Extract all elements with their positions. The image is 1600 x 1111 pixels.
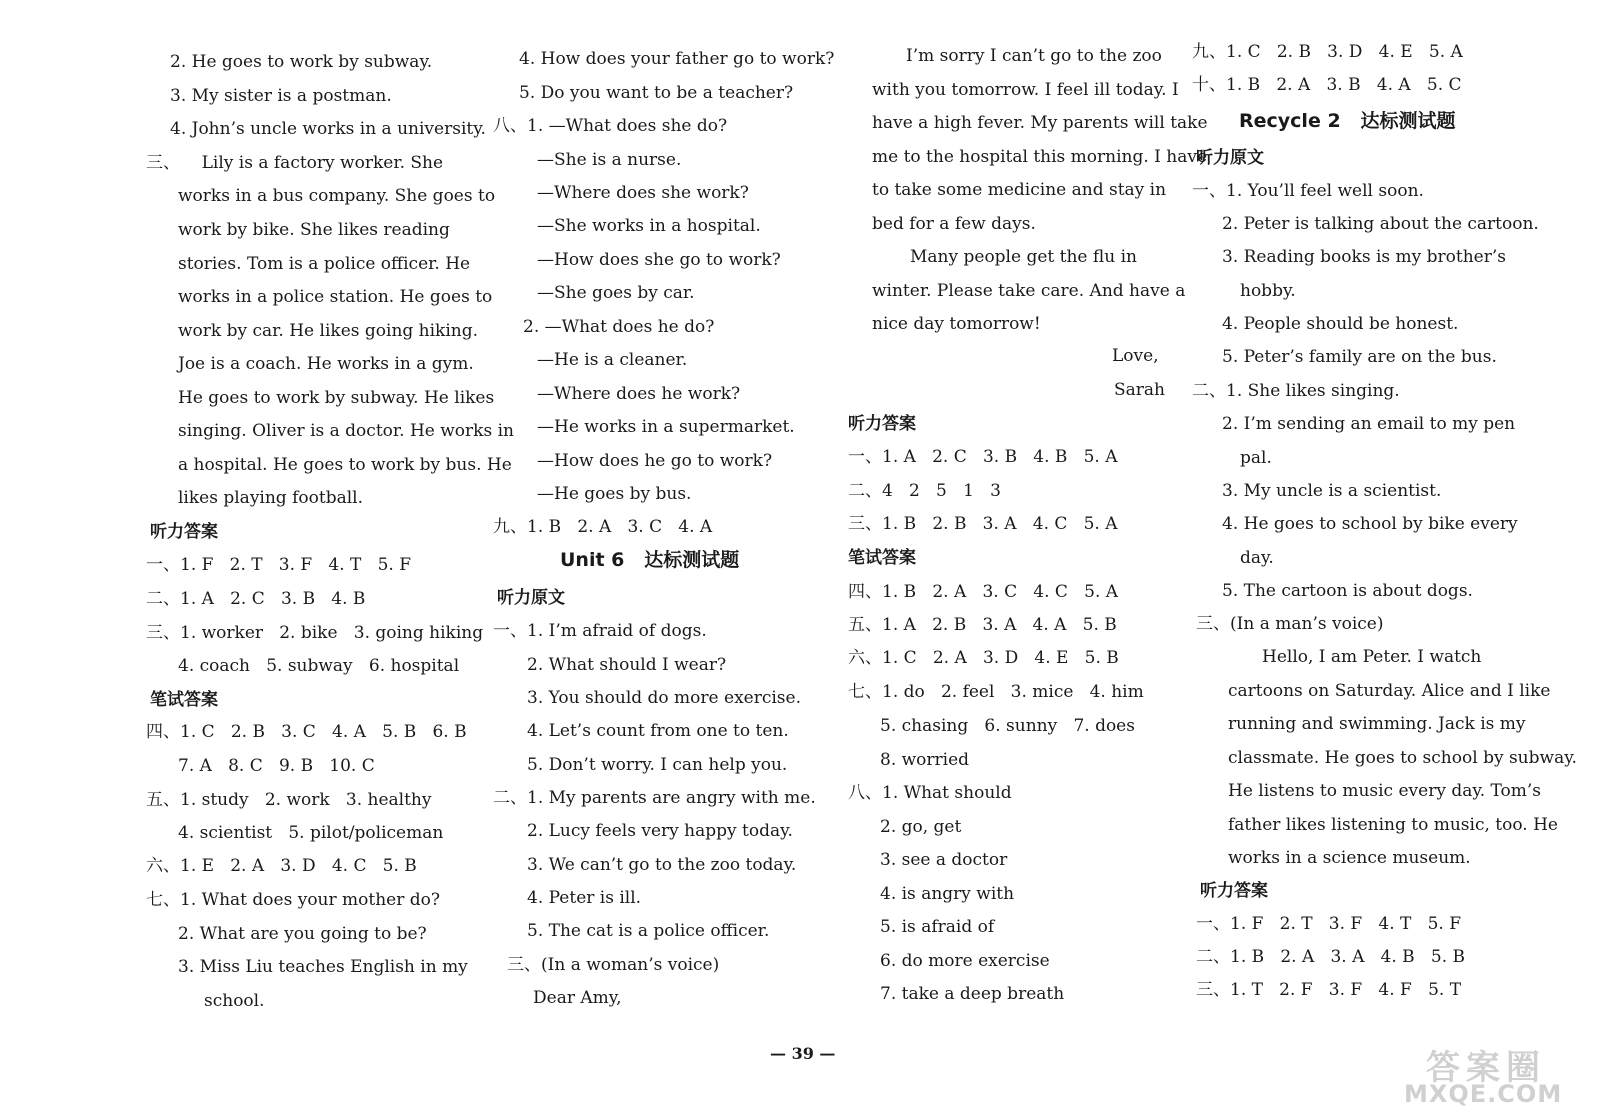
text-line: 一、1. You’ll feel well soon.: [1192, 181, 1424, 201]
text-line: to take some medicine and stay in: [872, 180, 1167, 200]
text-line: running and swimming. Jack is my: [1228, 714, 1526, 734]
answer-line: 六、1. E 2. A 3. D 4. C 5. B: [146, 856, 417, 876]
dialogue-line: —How does he go to work?: [537, 451, 773, 471]
watermark-bottom-text: MXQE.COM: [1404, 1080, 1563, 1108]
text-line: 二、1. My parents are angry with me.: [493, 788, 816, 808]
text-line: classmate. He goes to school by subway.: [1228, 748, 1577, 768]
answer-line: 八、1. What should: [848, 783, 1012, 803]
text-line: winter. Please take care. And have a: [872, 281, 1186, 301]
text-line: 3. My uncle is a scientist.: [1222, 481, 1442, 501]
answer-line: school.: [204, 991, 265, 1011]
dialogue-line: —She is a nurse.: [537, 150, 682, 170]
text-line: 5. The cartoon is about dogs.: [1222, 581, 1473, 601]
text-line: pal.: [1240, 448, 1272, 468]
text-line: me to the hospital this morning. I have: [872, 147, 1208, 167]
dialogue-line: —She goes by car.: [537, 283, 695, 303]
text-line: 2. Peter is talking about the cartoon.: [1222, 214, 1539, 234]
text-line: 二、1. She likes singing.: [1192, 381, 1400, 401]
text-line: 3. My sister is a postman.: [170, 86, 392, 106]
answer-line: 九、1. B 2. A 3. C 4. A: [493, 517, 713, 537]
answer-line: 二、1. A 2. C 3. B 4. B: [146, 589, 366, 609]
text-line: father likes listening to music, too. He: [1228, 815, 1558, 835]
answer-line: 2. What are you going to be?: [178, 924, 427, 944]
text-line: 2. Lucy feels very happy today.: [527, 821, 793, 841]
watermark-logo: [1398, 1040, 1598, 1108]
answer-line: 七、1. do 2. feel 3. mice 4. him: [848, 682, 1144, 702]
answer-line: 九、1. C 2. B 3. D 4. E 5. A: [1192, 42, 1463, 62]
text-line: 5. Do you want to be a teacher?: [519, 83, 794, 103]
answer-line: 四、1. C 2. B 3. C 4. A 5. B 6. B: [146, 722, 467, 742]
answer-line: 5. is afraid of: [880, 917, 995, 937]
section-heading: 听力原文: [497, 588, 565, 608]
text-line: have a high fever. My parents will take: [872, 113, 1208, 133]
text-line: with you tomorrow. I feel ill today. I: [872, 80, 1179, 100]
text-line: 4. How does your father go to work?: [519, 49, 835, 69]
text-line: 2. I’m sending an email to my pen: [1222, 414, 1516, 434]
watermark-top-text: 答案圈: [1426, 1048, 1546, 1088]
text-line: He listens to music every day. Tom’s: [1228, 781, 1542, 801]
dialogue-line: —He works in a supermarket.: [537, 417, 795, 437]
text-line: bed for a few days.: [872, 214, 1036, 234]
text-line: 4. He goes to school by bike every: [1222, 514, 1518, 534]
answer-line: 一、1. F 2. T 3. F 4. T 5. F: [146, 555, 412, 575]
text-line: He goes to work by subway. He likes: [178, 388, 495, 408]
text-line: day.: [1240, 548, 1274, 568]
answer-line: 十、1. B 2. A 3. B 4. A 5. C: [1192, 75, 1462, 95]
text-line: singing. Oliver is a doctor. He works in: [178, 421, 514, 441]
answer-line: 4. is angry with: [880, 884, 1015, 904]
section-heading: 笔试答案: [848, 548, 916, 568]
text-line: a hospital. He goes to work by bus. He: [178, 455, 512, 475]
answer-line: 三、1. B 2. B 3. A 4. C 5. A: [848, 514, 1118, 534]
answer-line: 七、1. What does your mother do?: [146, 890, 440, 910]
unit-title: Recycle 2 达标测试题: [1239, 110, 1456, 132]
text-line: 一、1. I’m afraid of dogs.: [493, 621, 707, 641]
dialogue-line: —He goes by bus.: [537, 484, 692, 504]
answer-line: 7. take a deep breath: [880, 984, 1065, 1004]
section-marker-line: 三、 Lily is a factory worker. She: [146, 153, 444, 173]
text-line: work by bike. She likes reading: [178, 220, 450, 240]
text-line: 5. Peter’s family are on the bus.: [1222, 347, 1497, 367]
text-line: works in a police station. He goes to: [178, 287, 493, 307]
answer-line: 六、1. C 2. A 3. D 4. E 5. B: [848, 648, 1119, 668]
text-line: work by car. He likes going hiking.: [178, 321, 479, 341]
answer-line: 4. scientist 5. pilot/policeman: [178, 823, 444, 843]
text-line: cartoons on Saturday. Alice and I like: [1228, 681, 1551, 701]
text-line: 3. You should do more exercise.: [527, 688, 801, 708]
dialogue-line: —How does she go to work?: [537, 250, 781, 270]
dialogue-line: —He is a cleaner.: [537, 350, 688, 370]
text-line: Sarah: [1114, 380, 1165, 400]
text-line: 5. The cat is a police officer.: [527, 921, 770, 941]
answer-line: 一、1. F 2. T 3. F 4. T 5. F: [1196, 914, 1462, 934]
text-line: 3. We can’t go to the zoo today.: [527, 855, 797, 875]
answer-line: 2. go, get: [880, 817, 962, 837]
text-line: likes playing football.: [178, 488, 363, 508]
text-line: stories. Tom is a police officer. He: [178, 254, 471, 274]
answer-line: 二、1. B 2. A 3. A 4. B 5. B: [1196, 947, 1465, 967]
answer-line: 3. see a doctor: [880, 850, 1008, 870]
answer-line: 五、1. A 2. B 3. A 4. A 5. B: [848, 615, 1117, 635]
answer-line: 4. coach 5. subway 6. hospital: [178, 656, 460, 676]
text-line: 2. What should I wear?: [527, 655, 727, 675]
text-line: I’m sorry I can’t go to the zoo: [906, 46, 1162, 66]
section-heading: 听力答案: [1200, 881, 1268, 901]
answer-line: 7. A 8. C 9. B 10. C: [178, 756, 375, 776]
dialogue-line: —She works in a hospital.: [537, 216, 761, 236]
text-line: Love,: [1112, 346, 1159, 366]
unit-title: Unit 6 达标测试题: [560, 549, 740, 571]
answer-line: 5. chasing 6. sunny 7. does: [880, 716, 1135, 736]
dialogue-line: —Where does he work?: [537, 384, 741, 404]
text-line: 3. Reading books is my brother’s: [1222, 247, 1506, 267]
text-line: works in a science museum.: [1228, 848, 1471, 868]
dialogue-line: 2. —What does he do?: [523, 317, 715, 337]
section-heading: 笔试答案: [150, 690, 218, 710]
text-line: 三、(In a man’s voice): [1196, 614, 1384, 634]
text-line: Hello, I am Peter. I watch: [1262, 647, 1482, 667]
text-line: Many people get the flu in: [910, 247, 1137, 267]
section-heading: 听力答案: [150, 522, 218, 542]
answer-line: 三、1. T 2. F 3. F 4. F 5. T: [1196, 980, 1462, 1000]
answer-line: 三、1. worker 2. bike 3. going hiking: [146, 623, 484, 643]
page-number: — 39 —: [770, 1044, 836, 1063]
text-line: 4. Let’s count from one to ten.: [527, 721, 789, 741]
text-line: works in a bus company. She goes to: [178, 186, 496, 206]
answer-line: 3. Miss Liu teaches English in my: [178, 957, 468, 977]
text-line: hobby.: [1240, 281, 1296, 301]
text-line: 4. People should be honest.: [1222, 314, 1459, 334]
text-line: 2. He goes to work by subway.: [170, 52, 433, 72]
answer-line: 二、4 2 5 1 3: [848, 481, 1001, 501]
section-heading: 听力原文: [1196, 148, 1264, 168]
answer-line: 8. worried: [880, 750, 970, 770]
dialogue-line: 八、1. —What does she do?: [493, 116, 728, 136]
dialogue-line: —Where does she work?: [537, 183, 749, 203]
answer-line: 6. do more exercise: [880, 951, 1050, 971]
text-line: 三、(In a woman’s voice): [507, 955, 720, 975]
answer-line: 五、1. study 2. work 3. healthy: [146, 790, 432, 810]
section-heading: 听力答案: [848, 414, 916, 434]
answer-line: 一、1. A 2. C 3. B 4. B 5. A: [848, 447, 1118, 467]
text-line: Joe is a coach. He works in a gym.: [178, 354, 474, 374]
text-line: nice day tomorrow!: [872, 314, 1041, 334]
text-line: 4. John’s uncle works in a university.: [170, 119, 486, 139]
text-line: Dear Amy,: [533, 988, 622, 1008]
text-line: 5. Don’t worry. I can help you.: [527, 755, 788, 775]
text-line: 4. Peter is ill.: [527, 888, 642, 908]
answer-line: 四、1. B 2. A 3. C 4. C 5. A: [848, 582, 1119, 602]
